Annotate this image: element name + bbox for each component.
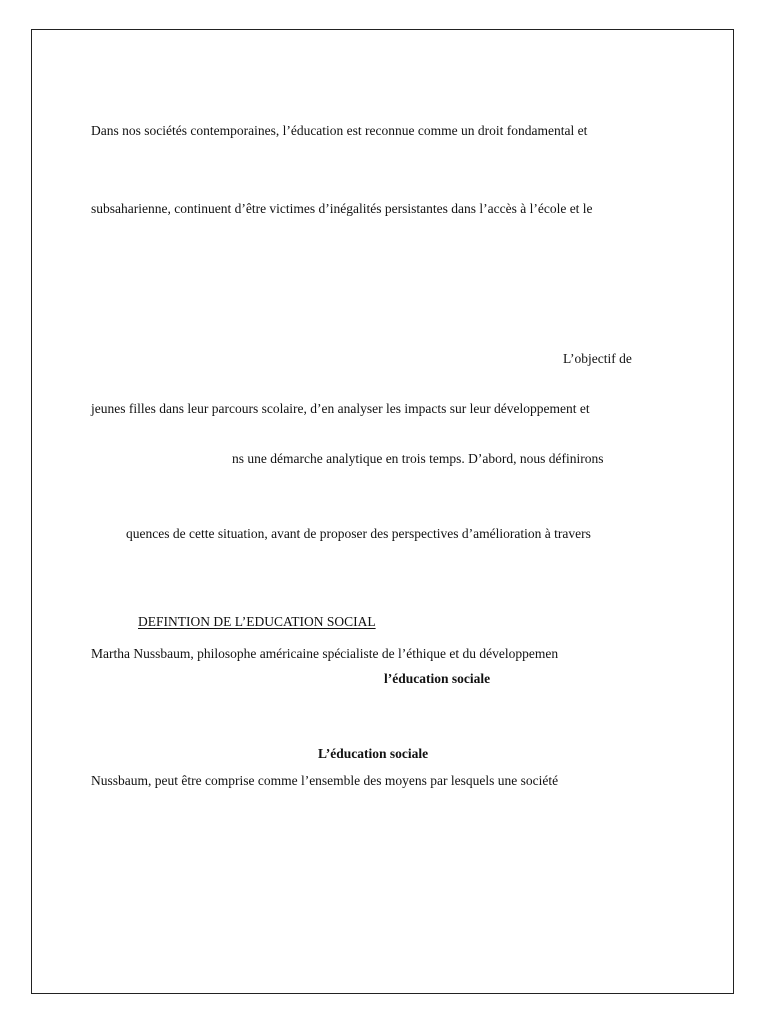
page-border [31,29,734,994]
paragraph-line: jeunes filles dans leur parcours scolaire, d’en analyser les impacts sur leur développement et [91,401,590,416]
bold-phrase: l’éducation sociale [384,671,491,686]
bold-phrase: L’éducation sociale [318,746,429,761]
paragraph-line: Nussbaum, peut être comprise comme l’ensemble des moyens par lesquels une société [91,773,559,788]
paragraph-line: ns une démarche analytique en trois temps. D’abord, nous définirons [232,451,604,466]
paragraph-line: Dans nos sociétés contemporaines, l’éducation est reconnue comme un droit fondamental et [91,123,588,138]
paragraph-line: L’objectif de [563,351,632,366]
section-heading: DEFINTION DE L’EDUCATION SOCIAL [138,614,376,629]
paragraph-line: Martha Nussbaum, philosophe américaine spécialiste de l’éthique et du développemen [91,646,559,661]
paragraph-line: subsaharienne, continuent d’être victimes d’inégalités persistantes dans l’accès à l’école et le [91,201,593,216]
paragraph-line: quences de cette situation, avant de proposer des perspectives d’amélioration à travers [126,526,591,541]
